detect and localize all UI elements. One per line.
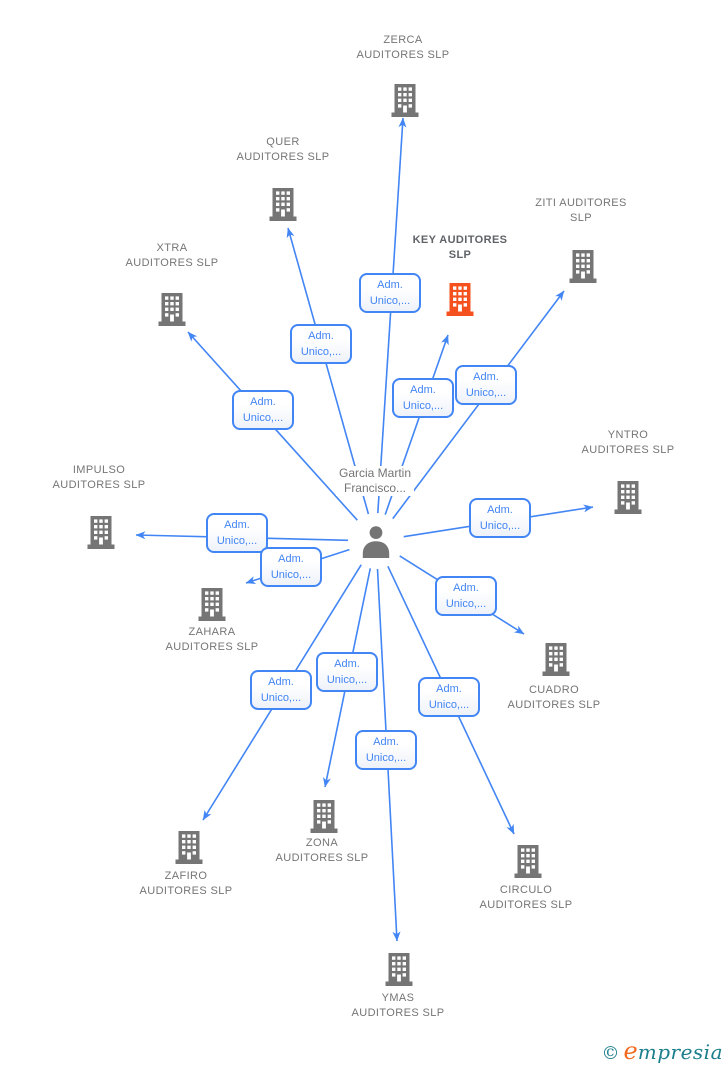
edge-label-adm-unico[interactable]: Adm. Unico,... [206, 513, 268, 553]
company-name[interactable]: XTRA AUDITORES SLP [125, 242, 219, 269]
edge-label-adm-unico[interactable]: Adm. Unico,... [250, 670, 312, 710]
edge-label-adm-unico[interactable]: Adm. Unico,... [418, 677, 480, 717]
building-icon[interactable] [543, 643, 570, 676]
building-icon[interactable] [392, 84, 419, 117]
relation-arrow [378, 118, 403, 513]
building-icon[interactable] [159, 293, 186, 326]
logo-brand-rest: mpresia [637, 1040, 723, 1064]
company-name[interactable]: KEY AUDITORES SLP [412, 234, 508, 261]
empresia-logo[interactable] [602, 1037, 723, 1065]
edge-label-adm-unico[interactable]: Adm. Unico,... [290, 324, 352, 364]
building-icon[interactable] [88, 516, 115, 549]
edge-label-adm-unico[interactable]: Adm. Unico,... [469, 498, 531, 538]
company-name[interactable]: YNTRO AUDITORES SLP [581, 429, 675, 456]
building-icon[interactable] [311, 800, 338, 833]
edge-label-adm-unico[interactable]: Adm. Unico,... [355, 730, 417, 770]
edge-label-adm-unico[interactable]: Adm. Unico,... [455, 365, 517, 405]
edge-label-adm-unico[interactable]: Adm. Unico,... [232, 390, 294, 430]
company-name[interactable]: ZAHARA AUDITORES SLP [165, 626, 259, 653]
company-name[interactable]: YMAS AUDITORES SLP [351, 992, 445, 1019]
building-icon[interactable] [270, 188, 297, 221]
person-name[interactable]: Garcia Martin Francisco... [336, 466, 414, 496]
building-icon[interactable] [386, 953, 413, 986]
building-icon[interactable] [615, 481, 642, 514]
company-name[interactable]: ZONA AUDITORES SLP [275, 837, 369, 864]
edge-label-adm-unico[interactable]: Adm. Unico,... [435, 576, 497, 616]
edge-label-adm-unico[interactable]: Adm. Unico,... [260, 547, 322, 587]
building-icon[interactable] [199, 588, 226, 621]
building-icon[interactable] [515, 845, 542, 878]
building-icon[interactable] [570, 250, 597, 283]
company-name[interactable]: ZITI AUDITORES SLP [535, 197, 627, 224]
edge-label-adm-unico[interactable]: Adm. Unico,... [359, 273, 421, 313]
person-icon[interactable] [363, 526, 389, 558]
company-name[interactable]: ZERCA AUDITORES SLP [356, 34, 450, 61]
copyright-icon: © [601, 1043, 620, 1064]
logo-brand-initial: e [623, 1037, 638, 1065]
building-icon-highlighted[interactable] [447, 283, 474, 316]
edge-label-adm-unico[interactable]: Adm. Unico,... [392, 378, 454, 418]
company-name[interactable]: ZAFIRO AUDITORES SLP [139, 870, 233, 897]
company-name[interactable]: QUER AUDITORES SLP [236, 136, 330, 163]
building-icon[interactable] [176, 831, 203, 864]
company-name[interactable]: CUADRO AUDITORES SLP [507, 684, 601, 711]
edge-label-adm-unico[interactable]: Adm. Unico,... [316, 652, 378, 692]
company-name[interactable]: CIRCULO AUDITORES SLP [479, 884, 573, 911]
company-name[interactable]: IMPULSO AUDITORES SLP [52, 464, 146, 491]
